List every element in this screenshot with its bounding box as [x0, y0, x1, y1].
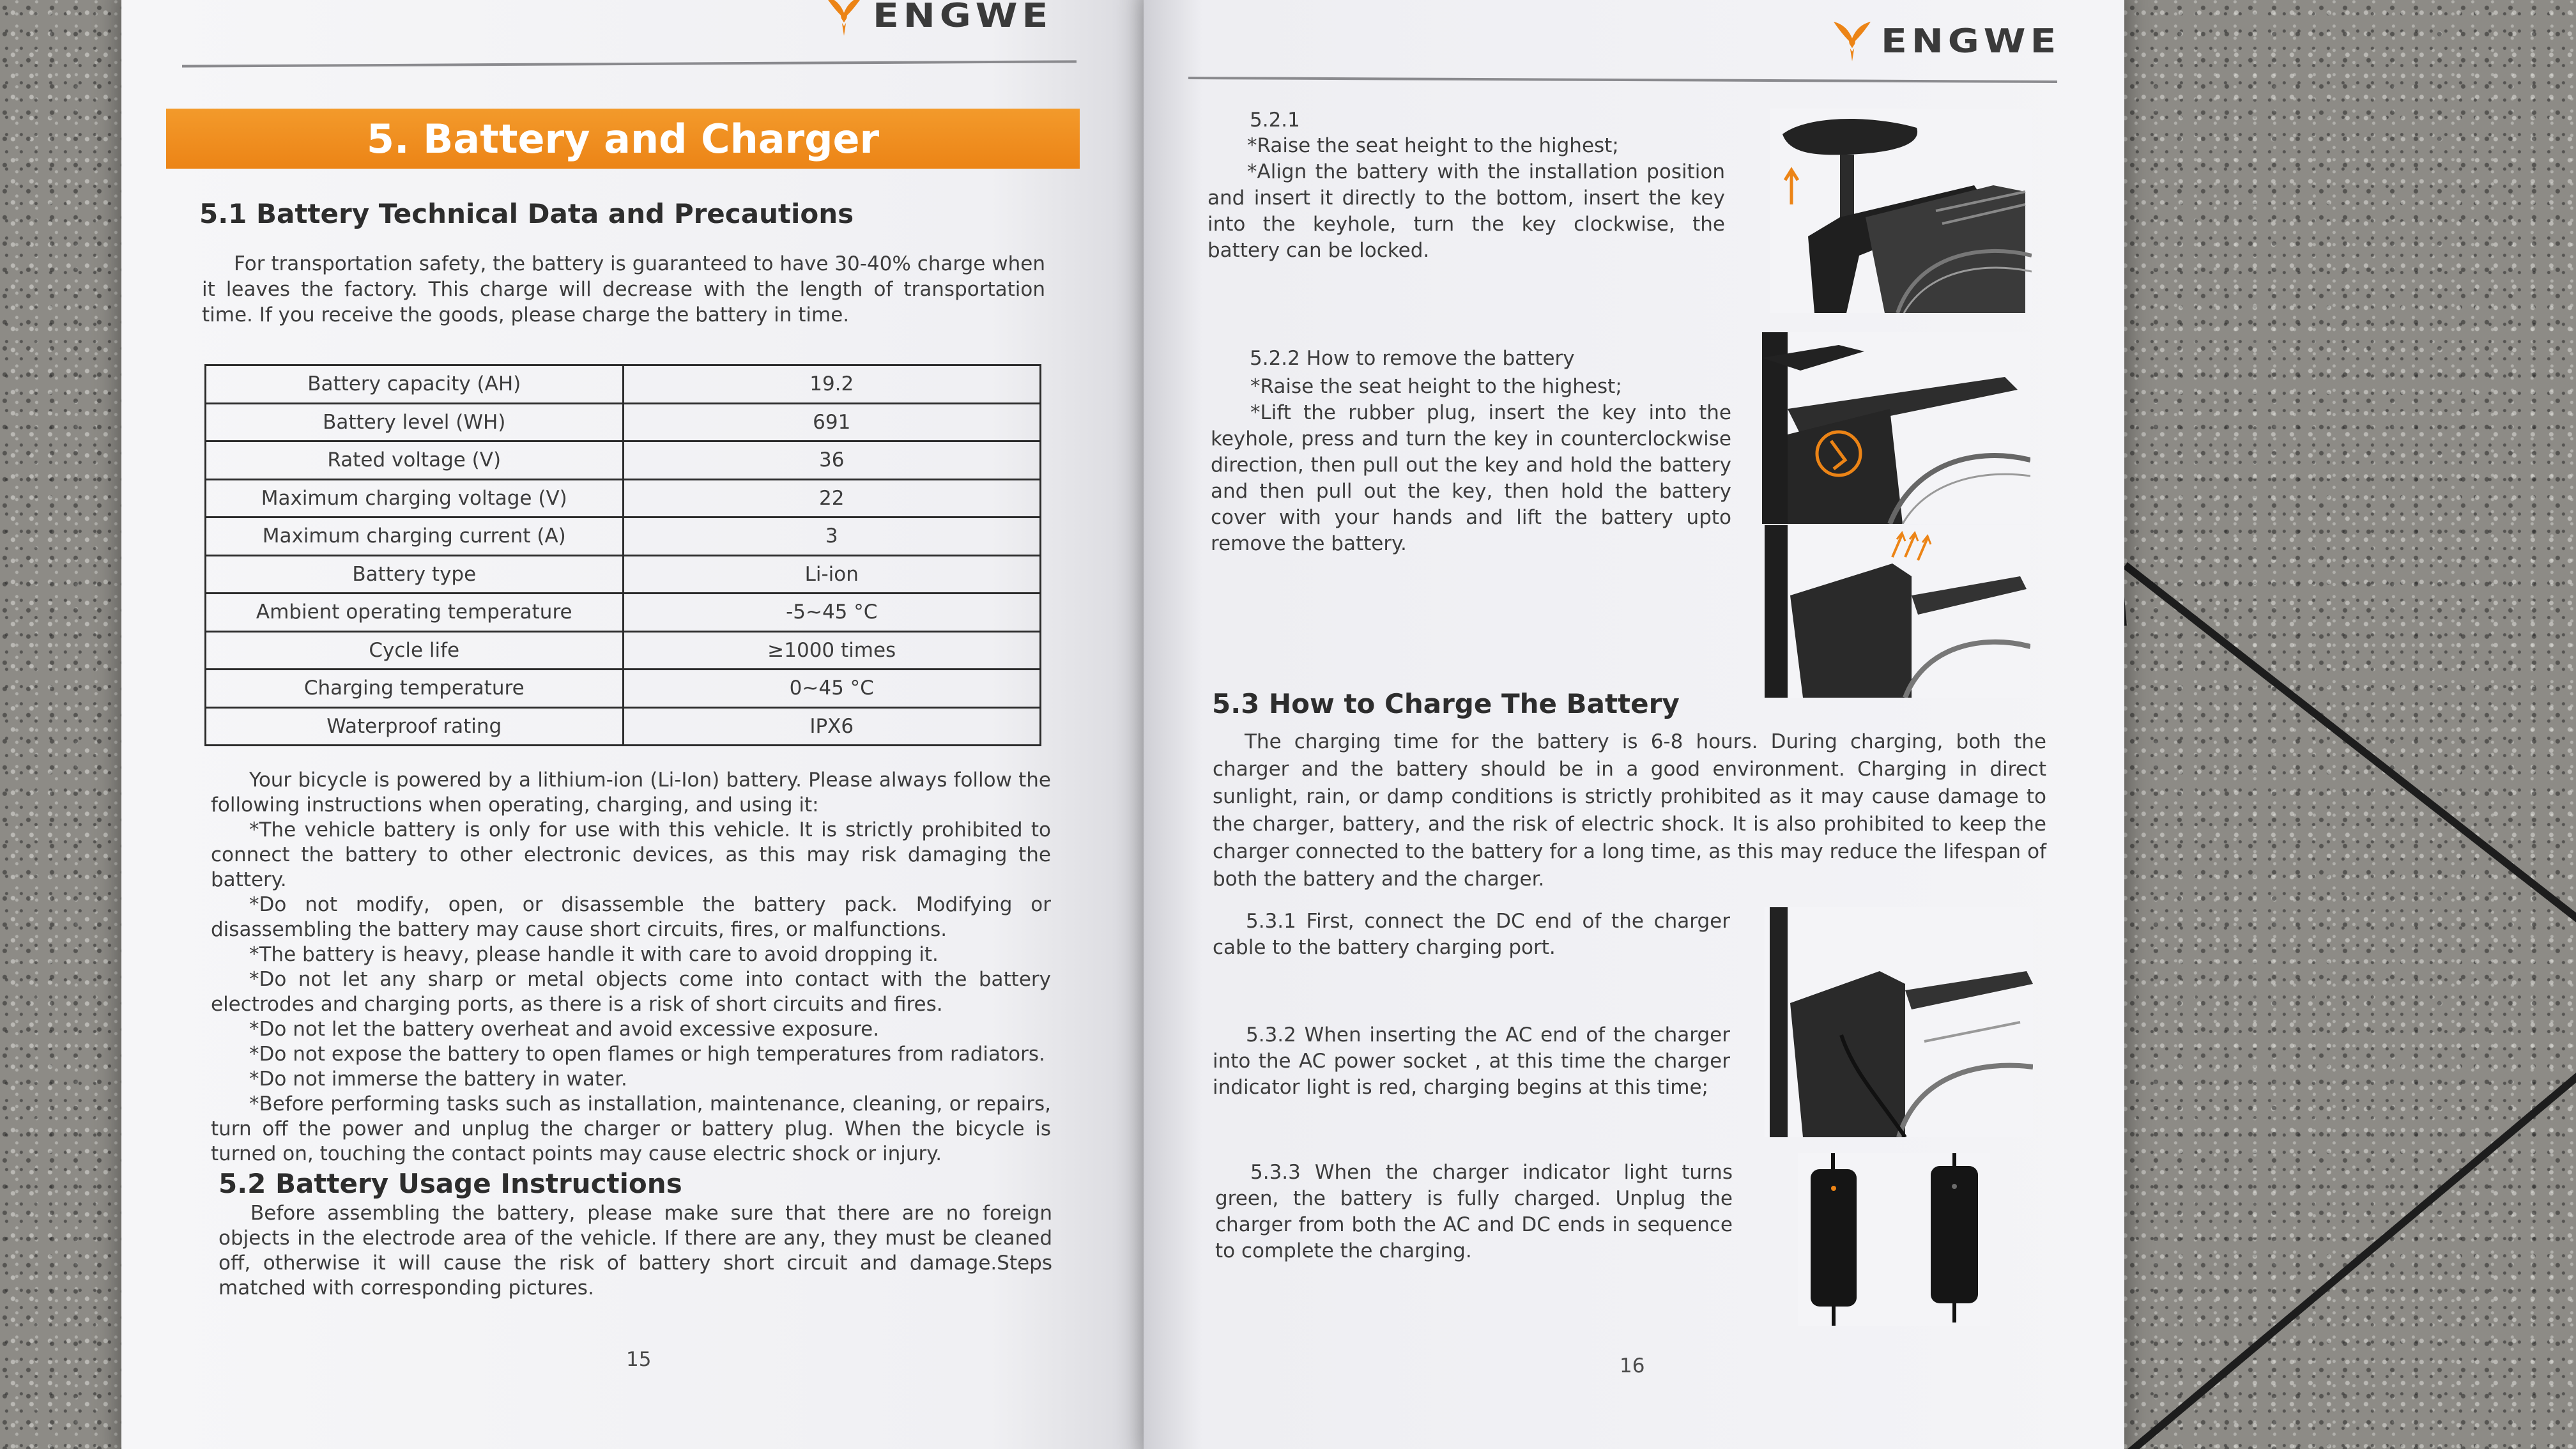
- spec-table-row: [206, 670, 1041, 708]
- spec-label-cell: Ambient operating temperature: [206, 594, 624, 632]
- chapter-title: 5. Battery and Charger: [366, 115, 880, 162]
- usage-intro: Your bicycle is powered by a lithium-ion (Li-Ion) battery. Please always follow the following instructions when operating, charging, and using it:: [211, 769, 1051, 816]
- spec-table-row: [206, 555, 1041, 594]
- precaution-item: *Do not let the battery overheat and avoid excessive exposure.: [249, 1018, 880, 1041]
- precaution-item: *The battery is heavy, please handle it with care to avoid dropping it.: [249, 943, 939, 966]
- spec-value-cell: 0~45 °C: [623, 670, 1041, 708]
- spec-table-row: [206, 631, 1041, 670]
- precaution-item: *Do not expose the battery to open flames or high temperatures from radiators.: [249, 1043, 1045, 1066]
- charging-paragraph: The charging time for the battery is 6-8 hours. During charging, both the charger and the battery should be in a good environment. Charging in direct sunlight, rain, or damp conditions is strictly prohibited as it may cause damage to the charger, battery, and the risk of electric shock. It is also prohibited to keep the charger connected to the battery for a long time, as this may reduce the lifespan of both the battery and the charger.: [1213, 730, 2046, 891]
- precaution-item: *Do not immerse the battery in water.: [249, 1068, 627, 1091]
- spec-table-row: [206, 365, 1041, 404]
- spec-label-cell: Battery level (WH): [206, 403, 624, 441]
- battery-unlock-illustration: [1762, 332, 2030, 524]
- brand-logo: [1832, 19, 2061, 64]
- step-5-2-2-text: *Raise the seat height to the highest; *Lift the rubber plug, insert the key into the keyhole, press and turn the key in counterclockwise direction, then pull out the key and hold the battery and then pull out the key, then hold the battery cover with your hands and lift the battery upto remove the battery.: [1211, 375, 1731, 555]
- spec-value-cell: 691: [623, 403, 1041, 441]
- step-5-3-1-text: 5.3.1 First, connect the DC end of the charger cable to the battery charging port.: [1213, 910, 1730, 959]
- spec-label-cell: Cycle life: [206, 631, 624, 670]
- step-number-5-2-2: 5.2.2 How to remove the battery: [1250, 347, 1575, 370]
- spec-table-row: [206, 441, 1041, 480]
- spec-value-cell: 36: [623, 441, 1041, 480]
- spec-value-cell: 22: [623, 479, 1041, 518]
- spec-value-cell: -5~45 °C: [623, 594, 1041, 632]
- spec-value-cell: 3: [623, 518, 1041, 556]
- charger-connection-illustration: [1765, 907, 2033, 1137]
- step-number-5-2-1: 5.2.1: [1250, 109, 1300, 132]
- manual-page-right: [1144, 0, 2124, 1449]
- precaution-item: *Do not let any sharp or metal objects come into contact with the battery electrodes and charging ports, as there is a risk of short circuits and fires.: [211, 968, 1051, 1016]
- section-heading-5-1: 5.1 Battery Technical Data and Precautions: [199, 198, 854, 229]
- spec-table-row: [206, 594, 1041, 632]
- usage-instructions-paragraph: Before assembling the battery, please make sure that there are no foreign objects in the electrode area of the vehicle. If there are any, they must be cleaned off, otherwise it will cause the risk of battery short circuit and damage.Steps matched with corresponding pictures.: [218, 1202, 1052, 1300]
- page-number: 15: [626, 1348, 652, 1371]
- precaution-item: *Do not modify, open, or disassemble the battery pack. Modifying or disassembling the battery may cause short circuits, fires, or malfunctions.: [211, 893, 1051, 941]
- pavement-crack: [2128, 997, 2576, 1449]
- manual-page-left: [121, 0, 1144, 1449]
- spec-value-cell: 19.2: [623, 365, 1041, 404]
- header-rule: [1188, 77, 2057, 83]
- spec-label-cell: Charging temperature: [206, 670, 624, 708]
- brand-wordmark: ENGWE: [1881, 22, 2061, 61]
- spec-label-cell: Battery capacity (AH): [206, 365, 624, 404]
- page-number: 16: [1620, 1354, 1645, 1377]
- spec-label-cell: Maximum charging current (A): [206, 518, 624, 556]
- precaution-item: *The vehicle battery is only for use with this vehicle. It is strictly prohibited to connect the battery to other electronic devices, as this may risk damaging the battery.: [211, 818, 1051, 891]
- step-5-2-1-text: *Raise the seat height to the highest; *Align the battery with the installation position and insert it directly to the bottom, insert the key into the keyhole, turn the key clockwise, the battery can be locked.: [1208, 134, 1725, 262]
- spec-table-row: [206, 479, 1041, 518]
- brand-wordmark: ENGWE: [873, 0, 1053, 35]
- spec-value-cell: ≥1000 times: [623, 631, 1041, 670]
- spec-table-row: [206, 518, 1041, 556]
- precautions-block: [211, 768, 1051, 1167]
- spec-label-cell: Waterproof rating: [206, 707, 624, 746]
- step-5-3-2-text: 5.3.2 When inserting the AC end of the charger into the AC power socket , at this time the charger indicator light is red, charging begins at this time;: [1213, 1023, 1730, 1099]
- chapter-title-banner: [166, 109, 1080, 169]
- battery-spec-table: [204, 364, 1041, 746]
- intro-paragraph: For transportation safety, the battery is guaranteed to have 30-40% charge when it leaves the factory. This charge will decrease with the length of transportation time. If you receive the goods, please charge the battery in time.: [202, 252, 1045, 326]
- battery-removal-illustration: [1765, 525, 2030, 698]
- pavement-crack: [2123, 562, 2576, 923]
- precaution-item: *Before performing tasks such as installation, maintenance, cleaning, or repairs, turn off the power and unplug the charger or battery plug. When the bicycle is turned on, touching the contact points may cause electric shock or injury.: [211, 1092, 1051, 1165]
- charger-units-illustration: [1798, 1153, 1989, 1326]
- header-rule: [182, 60, 1077, 67]
- section-heading-5-2: 5.2 Battery Usage Instructions: [218, 1168, 682, 1199]
- spec-label-cell: Battery type: [206, 555, 624, 594]
- spec-label-cell: Rated voltage (V): [206, 441, 624, 480]
- spec-table-row: [206, 707, 1041, 746]
- section-heading-5-3: 5.3 How to Charge The Battery: [1212, 688, 1680, 719]
- spec-label-cell: Maximum charging voltage (V): [206, 479, 624, 518]
- brand-logo: [824, 0, 1053, 38]
- engwe-wing-icon: [1832, 19, 1872, 64]
- battery-install-illustration: [1770, 109, 2032, 313]
- spec-value-cell: IPX6: [623, 707, 1041, 746]
- spec-value-cell: Li-ion: [623, 555, 1041, 594]
- step-5-3-3-text: 5.3.3 When the charger indicator light turns green, the battery is fully charged. Unplug the charger from both the AC and DC ends in sequence to complete the charging.: [1215, 1161, 1733, 1262]
- engwe-wing-icon: [824, 0, 864, 38]
- spec-table-row: [206, 403, 1041, 441]
